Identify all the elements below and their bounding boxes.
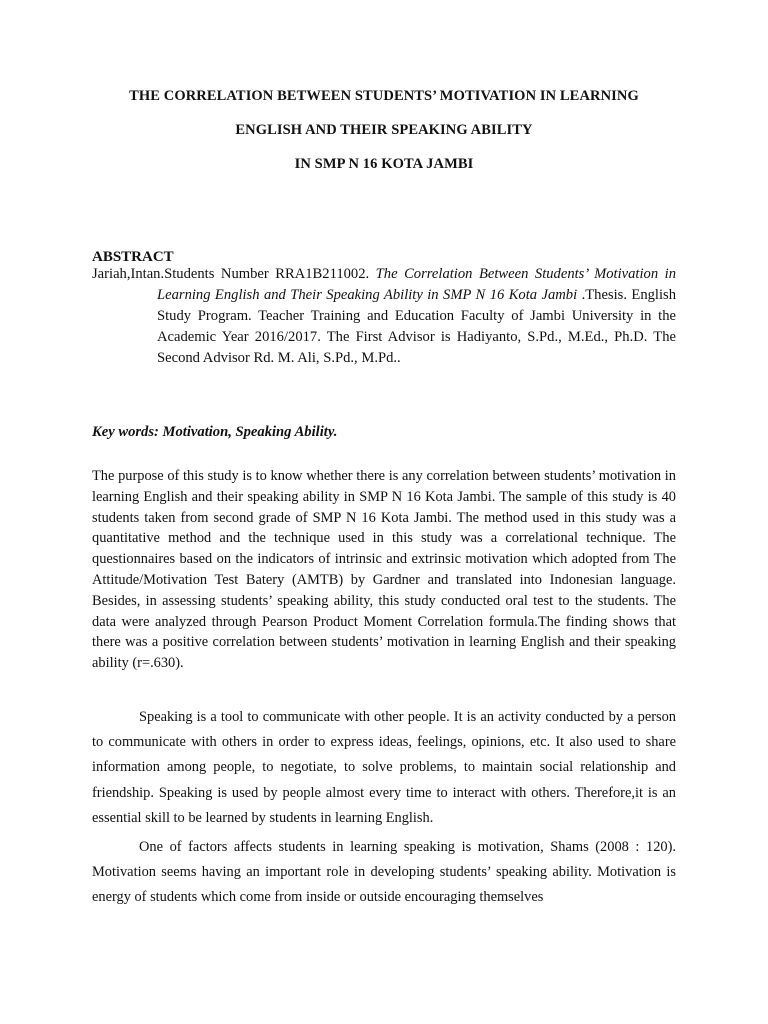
citation-title: The Correlation Between Students’ Motivation in Learning English and Their Speaking Ability in SMP N 16 Kota Jambi <box>157 266 676 303</box>
title-line-1: THE CORRELATION BETWEEN STUDENTS’ MOTIVATION IN LEARNING <box>129 88 639 104</box>
citation-details: .Thesis. English Study Program. Teacher Training and Education Faculty of Jambi University in the Academic Year 2016/2017. The First Advisor is Hadiyanto, S.Pd., M.Ed., Ph.D. The Second Advisor Rd. M. Ali, S.Pd., M.Pd.. <box>157 287 676 366</box>
title-line-2: ENGLISH AND THEIR SPEAKING ABILITY <box>235 122 533 138</box>
citation-author: Jariah,Intan.Students Number RRA1B211002. <box>92 266 376 282</box>
title-line-3: IN SMP N 16 KOTA JAMBI <box>294 156 474 172</box>
body-paragraph-2: One of factors affects students in learning speaking is motivation, Shams (2008 : 120). Motivation seems having an important role in developing students’ speaking ability. Motivation is energy of students which come from inside or outside encouraging themselves <box>92 839 676 906</box>
abstract-summary: The purpose of this study is to know whether there is any correlation between students’ motivation in learning English and their speaking ability in SMP N 16 Kota Jambi. The sample of this study is 40 students taken from second grade of SMP N 16 Kota Jambi. The method used in this study was a quantitative method and the technique used in this study was a correlational technique. The questionnaires based on the indicators of intrinsic and extrinsic motivation which adopted from The Attitude/Motivation Test Batery (AMTB) by Gardner and translated into Indonesian language. Besides, in assessing students’ speaking ability, this study conducted oral test to the students. The data were analyzed through Pearson Product Moment Correlation formula.The finding shows that there was a positive correlation between students’ motivation in learning English and their speaking ability (r=.630). <box>92 468 676 672</box>
body-text <box>92 705 676 915</box>
abstract-heading: ABSTRACT <box>92 249 174 265</box>
keywords: Key words: Motivation, Speaking Ability. <box>92 424 338 440</box>
body-paragraph-1: Speaking is a tool to communicate with other people. It is an activity conducted by a person to communicate with others in order to express ideas, feelings, opinions, etc. It also used to share information among people, to negotiate, to solve problems, to maintain social relationship and friendship. Speaking is used by people almost every time to interact with others. Therefore,it is an essential skill to be learned by students in learning English. <box>92 709 676 826</box>
abstract-citation <box>92 264 676 369</box>
